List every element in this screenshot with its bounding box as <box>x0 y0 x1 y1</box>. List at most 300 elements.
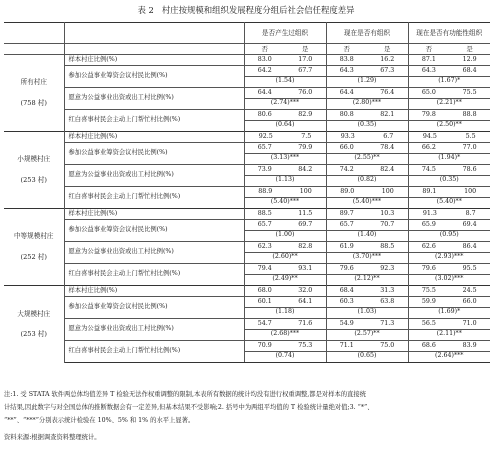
value-no: 54.9 <box>339 320 354 327</box>
value-no: 91.3 <box>422 209 437 217</box>
row-label: 愿意为公益事业出资或出工村比例(%) <box>64 165 244 187</box>
value-cell <box>408 242 490 264</box>
value-no: 66.2 <box>421 144 436 151</box>
value-cell <box>408 55 490 66</box>
value-cell <box>244 297 326 319</box>
value-yes: 69.4 <box>462 221 477 228</box>
t-statistic: (1.13) <box>245 175 326 185</box>
subheader-yes: 是 <box>384 44 391 53</box>
value-yes: 69.7 <box>298 221 313 228</box>
group-spacer <box>4 241 64 253</box>
subheader-yes: 是 <box>466 44 473 53</box>
value-pair <box>327 320 408 329</box>
value-yes: 32.0 <box>298 286 313 294</box>
value-yes: 63.8 <box>380 298 395 305</box>
t-statistic: (0.35) <box>327 120 408 130</box>
value-no: 80.6 <box>257 111 272 118</box>
value-yes: 24.5 <box>462 286 477 294</box>
value-pair <box>327 243 408 252</box>
value-yes: 67.7 <box>298 67 313 74</box>
table-row <box>4 341 490 363</box>
group-count: (253 村) <box>20 176 47 184</box>
value-yes: 78.6 <box>462 166 477 173</box>
value-yes: 71.3 <box>380 320 395 327</box>
value-yes: 76.0 <box>298 89 313 96</box>
value-cell <box>326 341 408 363</box>
group-count: (758 村) <box>20 99 47 107</box>
t-statistic: (2.60)** <box>245 252 326 262</box>
value-pair <box>245 320 326 329</box>
value-cell <box>408 220 490 242</box>
value-cell <box>408 187 490 209</box>
value-pair <box>245 111 326 120</box>
t-statistic: (2.74)*** <box>245 98 326 108</box>
table-title: 表 2 村庄按规模和组织发展程度分组后社会信任程度差异 <box>137 5 355 15</box>
value-pair <box>409 133 491 142</box>
value-no: 88.5 <box>257 209 272 217</box>
value-no: 74.2 <box>339 166 354 173</box>
value-cell <box>408 286 490 297</box>
value-yes: 76.4 <box>380 89 395 96</box>
value-cell <box>244 242 326 264</box>
value-cell <box>326 66 408 88</box>
value-cell <box>326 242 408 264</box>
value-pair <box>409 188 491 197</box>
t-statistic: (2.49)** <box>245 274 326 284</box>
row-label: 样本村庄比例(%) <box>64 286 244 297</box>
value-cell <box>244 132 326 143</box>
value-no: 65.9 <box>421 221 436 228</box>
value-pair <box>245 89 326 98</box>
value-yes: 86.4 <box>462 243 477 250</box>
value-no: 74.5 <box>421 166 436 173</box>
value-no: 68.6 <box>421 342 436 349</box>
value-cell <box>408 319 490 341</box>
value-pair <box>245 166 326 175</box>
value-cell <box>244 319 326 341</box>
subheader-blank-cell <box>4 44 64 55</box>
value-cell <box>244 187 326 209</box>
value-cell <box>244 286 326 297</box>
header-col-group: 是否产生过组织 <box>244 23 326 44</box>
t-statistic: (0.74) <box>245 351 326 361</box>
t-statistic: (2.80)*** <box>327 98 408 108</box>
value-no: 80.8 <box>339 111 354 118</box>
header-blank-cell <box>4 23 64 44</box>
value-cell <box>244 55 326 66</box>
value-yes: 5.5 <box>465 132 476 140</box>
value-no: 64.2 <box>257 67 272 74</box>
value-no: 87.1 <box>421 55 436 63</box>
value-no: 60.1 <box>257 298 272 305</box>
table-row <box>4 143 490 165</box>
data-source: 资料来源:根据调查资料整理统计。 <box>4 434 101 441</box>
subheader-no: 否 <box>261 44 268 53</box>
value-yes: 71.0 <box>462 320 477 327</box>
value-yes: 31.3 <box>380 286 395 294</box>
value-cell <box>408 143 490 165</box>
t-statistic: (2.50)** <box>409 120 491 130</box>
value-cell <box>408 209 490 220</box>
row-label: 红白喜事村民会主动上门帮忙村比例(%) <box>64 187 244 209</box>
t-statistic: (3.02)*** <box>409 274 491 284</box>
group-name: 小规模村庄 <box>17 155 51 164</box>
value-cell <box>326 220 408 242</box>
row-label: 参加公益事业筹资会议村民比例(%) <box>64 66 244 88</box>
value-yes: 88.8 <box>462 111 477 118</box>
value-yes: 12.9 <box>462 55 477 63</box>
group-name: 中等规模村庄 <box>13 232 54 241</box>
value-no: 64.4 <box>257 89 272 96</box>
value-cell <box>408 341 490 363</box>
value-pair <box>409 342 491 351</box>
group-cell <box>4 209 64 286</box>
table-row <box>4 297 490 319</box>
value-yes: 70.7 <box>380 221 395 228</box>
t-statistic: (1.40) <box>327 230 408 240</box>
value-pair <box>245 67 326 76</box>
value-cell <box>244 220 326 242</box>
value-no: 59.9 <box>421 298 436 305</box>
value-cell <box>326 132 408 143</box>
value-no: 70.9 <box>257 342 272 349</box>
table-row <box>4 88 490 110</box>
value-yes: 93.1 <box>298 265 313 272</box>
value-pair <box>327 89 408 98</box>
value-pair <box>327 67 408 76</box>
value-yes: 71.6 <box>298 320 313 327</box>
value-cell <box>244 209 326 220</box>
value-cell <box>326 165 408 187</box>
row-label: 参加公益事业筹资会议村民比例(%) <box>64 297 244 319</box>
t-statistic: (1.00) <box>245 230 326 240</box>
t-statistic: (0.65) <box>327 351 408 361</box>
t-statistic: (2.11)** <box>409 329 491 339</box>
value-yes: 16.2 <box>380 55 395 63</box>
value-pair <box>327 166 408 175</box>
value-yes: 84.2 <box>298 166 313 173</box>
value-no: 65.7 <box>257 221 272 228</box>
row-label: 愿意为公益事业出资或出工村比例(%) <box>64 88 244 110</box>
value-no: 73.9 <box>257 166 272 173</box>
t-statistic: (3.70)*** <box>327 252 408 262</box>
value-no: 65.0 <box>421 89 436 96</box>
value-pair <box>327 265 408 274</box>
value-yes: 10.3 <box>380 209 395 217</box>
value-yes: 64.1 <box>298 298 313 305</box>
value-yes: 82.1 <box>380 111 395 118</box>
value-pair <box>327 188 408 197</box>
value-cell <box>326 297 408 319</box>
subheader-no: 否 <box>425 44 433 53</box>
value-pair <box>327 144 408 153</box>
value-yes: 68.4 <box>462 67 477 74</box>
table-row <box>4 132 490 143</box>
value-yes: 82.9 <box>298 111 313 118</box>
row-label: 样本村庄比例(%) <box>64 209 244 220</box>
row-label: 参加公益事业筹资会议村民比例(%) <box>64 143 244 165</box>
t-statistic: (0.82) <box>327 175 408 185</box>
header-col-group: 现在是否有组织 <box>326 23 408 44</box>
value-yes: 100 <box>381 188 394 195</box>
value-pair <box>245 287 326 296</box>
value-yes: 6.7 <box>383 132 394 140</box>
value-cell <box>408 297 490 319</box>
value-pair <box>409 67 491 76</box>
value-no: 65.7 <box>339 221 354 228</box>
value-yes: 92.3 <box>380 265 395 272</box>
value-pair <box>409 56 491 65</box>
value-no: 83.0 <box>257 55 272 63</box>
value-pair <box>327 133 408 142</box>
value-pair <box>327 56 408 65</box>
row-label: 愿意为公益事业出资或出工村比例(%) <box>64 242 244 264</box>
subheader-cell <box>244 44 326 55</box>
value-no: 89.7 <box>339 209 354 217</box>
value-pair <box>245 210 326 219</box>
t-statistic: (2.64)*** <box>409 351 491 361</box>
value-yes: 82.8 <box>298 243 313 250</box>
value-yes: 75.0 <box>380 342 395 349</box>
t-statistic: (2.12)** <box>327 274 408 284</box>
table-row <box>4 165 490 187</box>
value-pair <box>245 221 326 230</box>
value-pair <box>327 287 408 296</box>
table-row <box>4 110 490 132</box>
value-cell <box>244 264 326 286</box>
t-statistic: (5.40)** <box>409 197 491 207</box>
value-cell <box>408 88 490 110</box>
value-cell <box>326 319 408 341</box>
t-statistic: (2.21)** <box>409 98 491 108</box>
value-no: 56.5 <box>421 320 436 327</box>
value-pair <box>409 144 491 153</box>
value-pair <box>409 287 491 296</box>
row-label: 红白喜事村民会主动上门帮忙村比例(%) <box>64 110 244 132</box>
value-pair <box>245 298 326 307</box>
subheader-blank-cell <box>64 44 244 55</box>
value-yes: 100 <box>299 188 312 195</box>
value-yes: 78.4 <box>380 144 395 151</box>
row-label: 愿意为公益事业出资或出工村比例(%) <box>64 319 244 341</box>
t-statistic: (0.35) <box>409 175 491 185</box>
group-spacer <box>4 164 64 176</box>
value-pair <box>409 210 491 219</box>
group-name: 所有村庄 <box>20 78 47 87</box>
table-notes <box>4 388 490 427</box>
header-blank-cell <box>64 23 244 44</box>
header-row <box>4 23 490 44</box>
group-count: (253 村) <box>20 330 47 339</box>
value-yes: 66.0 <box>462 298 477 305</box>
value-pair <box>327 210 408 219</box>
value-no: 61.9 <box>339 243 354 250</box>
value-cell <box>244 143 326 165</box>
t-statistic: (2.57)** <box>327 329 408 339</box>
group-cell <box>4 55 64 132</box>
value-cell <box>408 165 490 187</box>
subheader-cell <box>326 44 408 55</box>
value-yes: 17.0 <box>298 55 313 63</box>
value-no: 62.6 <box>421 243 436 250</box>
group-cell <box>4 132 64 209</box>
table-row <box>4 66 490 88</box>
value-pair <box>409 89 491 98</box>
row-label: 红白喜事村民会主动上门帮忙村比例(%) <box>64 341 244 363</box>
value-cell <box>326 209 408 220</box>
value-yes: 67.3 <box>380 67 395 74</box>
value-pair <box>327 342 408 351</box>
data-table <box>4 22 490 363</box>
t-statistic: (1.69)* <box>409 307 491 317</box>
value-no: 71.1 <box>339 342 354 349</box>
value-cell <box>244 341 326 363</box>
table-row <box>4 264 490 286</box>
value-yes: 8.7 <box>465 209 476 217</box>
value-no: 88.9 <box>258 188 273 195</box>
value-cell <box>326 143 408 165</box>
t-statistic: (0.64) <box>245 120 326 130</box>
row-label: 样本村庄比例(%) <box>64 132 244 143</box>
group-spacer <box>4 318 64 330</box>
value-no: 79.6 <box>339 265 354 272</box>
t-statistic: (0.95) <box>409 230 491 240</box>
value-no: 92.5 <box>258 132 273 140</box>
subheader-row <box>4 44 490 55</box>
value-pair <box>409 265 491 274</box>
value-yes: 83.9 <box>462 342 477 349</box>
value-no: 64.4 <box>339 89 354 96</box>
value-pair <box>409 111 491 120</box>
t-statistic: (3.13)*** <box>245 153 326 163</box>
value-cell <box>244 110 326 132</box>
value-no: 64.3 <box>421 67 436 74</box>
value-no: 83.8 <box>339 55 354 63</box>
value-pair <box>245 243 326 252</box>
value-no: 54.7 <box>257 320 272 327</box>
value-no: 64.3 <box>339 67 354 74</box>
value-cell <box>408 132 490 143</box>
group-cell <box>4 286 64 363</box>
value-cell <box>326 55 408 66</box>
value-yes: 100 <box>464 188 477 195</box>
value-pair <box>245 56 326 65</box>
value-cell <box>326 110 408 132</box>
value-no: 79.6 <box>421 265 436 272</box>
value-no: 68.0 <box>257 286 272 294</box>
t-statistic: (1.67)* <box>409 76 491 86</box>
value-no: 89.0 <box>340 188 355 195</box>
t-statistic: (5.40)*** <box>327 197 408 207</box>
value-yes: 77.0 <box>462 144 477 151</box>
note-line: 注:1. 受 STATA 软件两总体均值差异 T 检验无法作权重调整的限制,本表所有数据的统计均没有进行权重调整,都是对样本的直接统 <box>4 391 366 398</box>
value-cell <box>244 88 326 110</box>
value-cell <box>244 165 326 187</box>
row-label: 参加公益事业筹资会议村民比例(%) <box>64 220 244 242</box>
value-pair <box>245 342 326 351</box>
value-yes: 75.5 <box>462 89 477 96</box>
t-statistic: (2.55)** <box>327 153 408 163</box>
value-no: 65.7 <box>257 144 272 151</box>
value-pair <box>327 221 408 230</box>
group-spacer <box>4 87 64 99</box>
t-statistic: (1.18) <box>245 307 326 317</box>
value-yes: 95.5 <box>462 265 477 272</box>
value-pair <box>245 188 326 197</box>
value-pair <box>409 298 491 307</box>
value-pair <box>409 166 491 175</box>
value-cell <box>326 187 408 209</box>
row-label: 红白喜事村民会主动上门帮忙村比例(%) <box>64 264 244 286</box>
value-cell <box>326 286 408 297</box>
value-pair <box>245 265 326 274</box>
group-name: 大规模村庄 <box>17 309 51 318</box>
value-yes: 7.5 <box>301 132 312 140</box>
t-statistic: (2.93)*** <box>409 252 491 262</box>
value-no: 94.5 <box>422 132 437 140</box>
value-yes: 11.5 <box>298 209 313 217</box>
value-cell <box>244 66 326 88</box>
subheader-no: 否 <box>343 44 350 53</box>
t-statistic: (1.03) <box>327 307 408 317</box>
t-statistic: (2.68)*** <box>245 329 326 339</box>
note-line: “**”、“***”分别表示统计检验在 10%、5% 和 1% 的水平上显著。 <box>4 417 195 424</box>
table-row <box>4 286 490 297</box>
value-yes: 75.3 <box>298 342 313 349</box>
t-statistic: (1.54) <box>245 76 326 86</box>
value-pair <box>409 320 491 329</box>
value-pair <box>409 243 491 252</box>
table-row <box>4 55 490 66</box>
group-count: (252 村) <box>20 253 47 261</box>
value-pair <box>245 133 326 142</box>
value-pair <box>409 221 491 230</box>
subheader-cell <box>408 44 490 55</box>
value-no: 89.1 <box>422 188 437 195</box>
value-cell <box>408 110 490 132</box>
value-pair <box>327 298 408 307</box>
value-no: 66.0 <box>339 144 354 151</box>
value-pair <box>245 144 326 153</box>
value-cell <box>408 264 490 286</box>
value-no: 68.4 <box>339 286 354 294</box>
value-yes: 79.9 <box>298 144 313 151</box>
header-col-group: 现在是否有功能性组织 <box>408 23 490 44</box>
row-label: 样本村庄比例(%) <box>64 55 244 66</box>
value-no: 79.8 <box>421 111 436 118</box>
value-pair <box>327 111 408 120</box>
t-statistic: (5.40)*** <box>245 197 326 207</box>
value-cell <box>408 66 490 88</box>
value-no: 75.5 <box>421 286 436 294</box>
table-row <box>4 319 490 341</box>
value-yes: 88.5 <box>380 243 395 250</box>
table-row <box>4 209 490 220</box>
value-no: 62.3 <box>257 243 272 250</box>
note-line: 计结果,因此数字与对全国总体的推断数据会有一定差异,但基本结果不受影响;2. 括号中为两组平均值的 T 检验统计量绝对值;3. “*”、 <box>4 404 374 411</box>
t-statistic: (1.29) <box>327 76 408 86</box>
t-statistic: (1.94)* <box>409 153 491 163</box>
value-cell <box>326 88 408 110</box>
value-no: 79.4 <box>257 265 272 272</box>
subheader-yes: 是 <box>302 44 309 53</box>
value-cell <box>326 264 408 286</box>
table-row <box>4 220 490 242</box>
value-no: 93.3 <box>340 132 355 140</box>
value-yes: 82.4 <box>380 166 395 173</box>
value-no: 60.3 <box>339 298 354 305</box>
table-row <box>4 187 490 209</box>
